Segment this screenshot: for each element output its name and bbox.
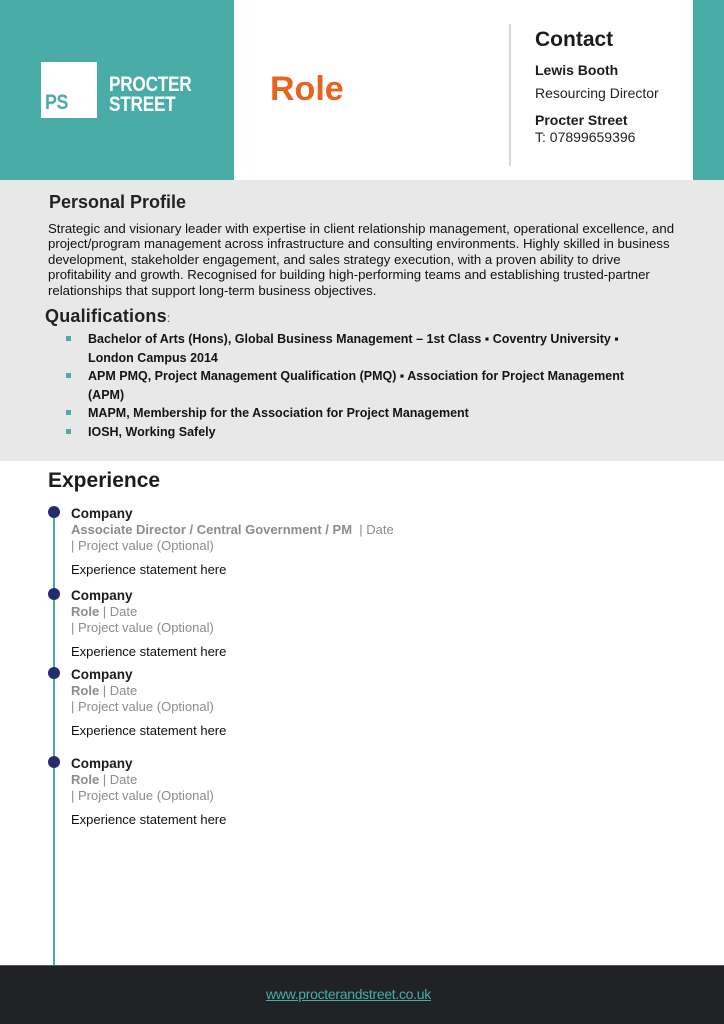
- qualification-text: APM PMQ, Project Management Qualification (PMQ) ▪ Association for Project Management (APM): [88, 369, 624, 402]
- profile-text: Strategic and visionary leader with expertise in client relationship management, operational excellence, and project/program management across infrastructure and consulting environments. Highly skilled in business development, stakeholder engagement, and sales strategy execution, with a proven ability to drive profitability and growth. Recognised for building high-performing teams and establishing trusted-partner relationships that support long-term business objectives.: [48, 221, 675, 298]
- experience-date: | Date: [99, 604, 138, 619]
- logo-wordmark: [109, 75, 191, 115]
- experience-company: Company: [71, 667, 133, 682]
- logo-monogram: [41, 62, 97, 118]
- brand-block: [0, 0, 234, 180]
- qualification-item: [66, 423, 646, 442]
- qualifications-list: [66, 330, 646, 441]
- experience-meta: [71, 772, 226, 788]
- experience-statement: Experience statement here: [71, 812, 227, 827]
- contact-title: Resourcing Director: [535, 85, 659, 101]
- timeline-dot-icon: [48, 667, 60, 679]
- square-bullet-icon: [66, 429, 71, 434]
- square-bullet-icon: [66, 410, 71, 415]
- timeline-dot-icon: [48, 588, 60, 600]
- contact-heading: Contact: [535, 28, 614, 51]
- contact-name: Lewis Booth: [535, 62, 619, 78]
- experience-project-value: | Project value (Optional): [71, 699, 214, 714]
- experience-company: Company: [71, 506, 133, 521]
- qualification-item: [66, 330, 646, 367]
- timeline-dot-icon: [48, 506, 60, 518]
- experience-meta: [71, 522, 394, 538]
- experience-company: Company: [71, 588, 133, 603]
- experience-statement: Experience statement here: [71, 723, 227, 738]
- experience-project-value: | Project value (Optional): [71, 620, 214, 635]
- qualification-text: Bachelor of Arts (Hons), Global Business Management – 1st Class ▪ Coventry University ▪ London Campus 2014: [88, 332, 619, 365]
- square-bullet-icon: [66, 373, 71, 378]
- logo-line-1: PROCTER: [109, 73, 192, 96]
- qualifications-heading-text: Qualifications: [45, 306, 167, 326]
- experience-entry: [71, 588, 226, 660]
- experience-project-value: | Project value (Optional): [71, 788, 214, 803]
- contact-phone: T: 07899659396: [535, 129, 636, 145]
- qualification-text: MAPM, Membership for the Association for Project Management: [88, 406, 469, 420]
- contact-block: [535, 28, 659, 145]
- qualification-text: IOSH, Working Safely: [88, 424, 216, 439]
- qualification-item: [66, 404, 646, 423]
- square-bullet-icon: [66, 336, 71, 341]
- experience-date: | Date: [99, 683, 138, 698]
- experience-statement: Experience statement here: [71, 562, 227, 577]
- experience-role: Associate Director / Central Government / PM: [71, 522, 353, 537]
- role-title: Role: [270, 70, 344, 108]
- footer: [0, 965, 724, 1024]
- experience-role: Role: [71, 772, 100, 787]
- experience-company: Company: [71, 756, 133, 771]
- experience-meta: [71, 604, 226, 620]
- experience-role: Role: [71, 683, 100, 698]
- experience-entry: [71, 667, 226, 739]
- logo-monogram-text: PS: [45, 91, 68, 114]
- experience-heading: Experience: [48, 469, 161, 492]
- experience-project-value: | Project value (Optional): [71, 538, 214, 553]
- experience-date: | Date: [352, 522, 394, 537]
- header: [0, 0, 724, 180]
- qualifications-heading: [45, 306, 170, 327]
- contact-divider: [509, 24, 511, 166]
- contact-company: Procter Street: [535, 112, 628, 128]
- experience-meta: [71, 683, 226, 699]
- experience-statement: Experience statement here: [71, 644, 227, 659]
- profile-section: [0, 180, 724, 461]
- experience-role: Role: [71, 604, 100, 619]
- experience-entry: [71, 506, 394, 578]
- profile-heading: Personal Profile: [49, 192, 187, 212]
- experience-entry: [71, 756, 226, 828]
- qualifications-colon: :: [166, 311, 171, 325]
- timeline-dot-icon: [48, 756, 60, 768]
- experience-date: | Date: [99, 772, 138, 787]
- logo-line-2: STREET: [109, 93, 176, 116]
- accent-bar: [693, 0, 724, 180]
- qualification-item: [66, 367, 646, 404]
- website-link[interactable]: www.procterandstreet.co.uk: [266, 986, 431, 1002]
